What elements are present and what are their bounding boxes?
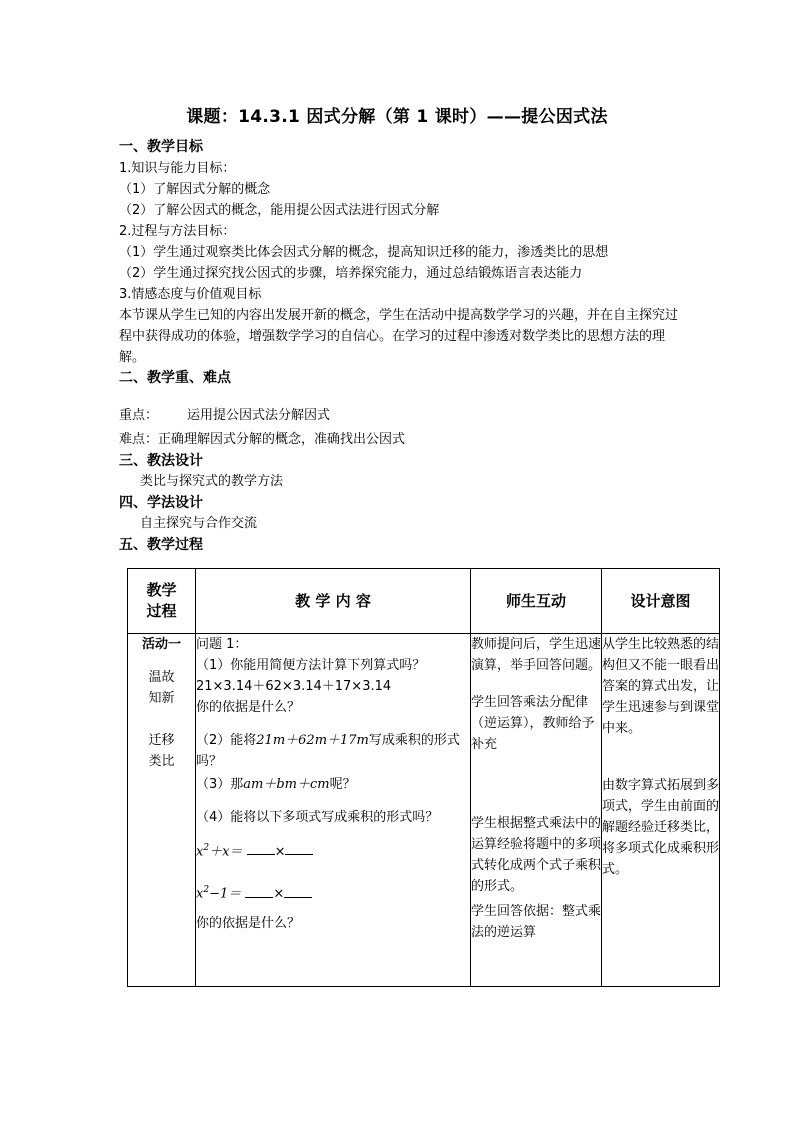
question-3	[196, 774, 470, 795]
question-2	[196, 730, 470, 772]
question-3-post: 呢？	[329, 777, 356, 792]
equation-1	[196, 838, 470, 862]
phase1-line2: 知新	[148, 691, 175, 706]
process-cell	[128, 634, 196, 987]
heading-teaching-method: 三、教法设计	[119, 453, 203, 469]
heading-teaching-process: 五、教学过程	[119, 537, 203, 553]
difficult-point: 难点：正确理解因式分解的概念，准确找出公因式	[119, 432, 406, 447]
goal-knowledge-2: （2）了解公因式的概念，能用提公因式法进行因式分解	[119, 203, 440, 218]
answer-blank[interactable]	[245, 885, 273, 898]
equation-2-rest: −1＝	[209, 886, 242, 902]
interaction-3: 学生根据整式乘法中的运算经验将题中的多项式转化成两个式子乘积的形式。	[471, 816, 602, 894]
page-title: 课题：14.3.1 因式分解（第 1 课时）——提公因式法	[186, 107, 608, 127]
goal-process-1: （1）学生通过观察类比体会因式分解的概念，提高知识迁移的能力，渗透类比的思想	[119, 245, 609, 260]
heading-teaching-goals: 一、教学目标	[119, 139, 203, 155]
key-point-text: 运用提公因式法分解因式	[187, 408, 331, 423]
heading-key-points: 二、教学重、难点	[119, 370, 231, 386]
answer-blank[interactable]	[284, 885, 312, 898]
design-intent-2: 由数字算式拓展到多项式，学生由前面的解题经验迁移类比，将多项式化成乘积形式。	[602, 778, 720, 877]
content-cell	[196, 634, 471, 987]
question-4: （4）能将以下多项式写成乘积的形式吗？	[196, 810, 439, 825]
table-header-row	[128, 569, 720, 634]
table-row	[128, 634, 720, 987]
design-intent-1: 从学生比较熟悉的结构但又不能一眼看出答案的算式出发，让学生迅速参与到课堂中来。	[602, 637, 720, 736]
interaction-2: 学生回答乘法分配律（逆运算），教师给予补充	[471, 695, 595, 752]
phase1-line1: 温故	[148, 670, 175, 685]
teaching-process-table	[127, 568, 720, 987]
interaction-4: 学生回答依据：整式乘法的逆运算	[471, 904, 602, 940]
header-process-line2: 过程	[146, 602, 177, 620]
equation-1-var: x	[196, 844, 204, 860]
question-1: （1）你能用简便方法计算下列算式吗？	[196, 658, 426, 673]
answer-blank[interactable]	[247, 842, 275, 855]
goal-attitude-label: 3.情感态度与价值观目标	[119, 287, 262, 302]
design-intent-cell	[602, 634, 720, 987]
question-2-pre: （2）能将	[196, 733, 257, 748]
equation-2	[196, 880, 470, 904]
learning-method-text: 自主探究与合作交流	[140, 516, 258, 531]
key-point-label: 重点：	[119, 408, 159, 423]
question-2-expression: 21m＋62m＋17m	[256, 733, 369, 748]
question-1-expression: 21×3.14＋62×3.14＋17×3.14	[196, 679, 392, 694]
goal-process-2: （2）学生通过探究找公因式的步骤，培养探究能力，通过总结锻炼语言表达能力	[119, 266, 583, 281]
header-design-intent: 设计意图	[602, 569, 720, 634]
goal-knowledge-1: （1）了解因式分解的概念	[119, 182, 271, 197]
question-3-pre: （3）那	[196, 777, 244, 792]
times-sign: ×	[273, 886, 285, 902]
answer-blank[interactable]	[285, 842, 313, 855]
phase2-line2: 类比	[148, 754, 175, 769]
header-process-line1: 教学	[146, 581, 177, 599]
heading-learning-method: 四、学法设计	[119, 495, 203, 511]
header-interaction: 师生互动	[471, 569, 602, 634]
question-3-expression: am＋bm＋cm	[243, 777, 330, 792]
goal-process-label: 2.过程与方法目标：	[119, 224, 236, 239]
teaching-method-text: 类比与探究式的教学方法	[140, 474, 284, 489]
goal-knowledge-label: 1.知识与能力目标：	[119, 161, 236, 176]
header-content: 教 学 内 容	[196, 569, 471, 634]
question-1-basis: 你的依据是什么？	[196, 700, 301, 715]
equation-1-exponent: 2	[203, 843, 210, 853]
question-2-post: 写成乘积的形式吗？	[196, 733, 460, 769]
goal-attitude-paragraph: 本节课从学生已知的内容出发展开新的概念，学生在活动中提高数学学习的兴趣，并在自主探究过程中获得成功的体验，增强数学学习的自信心。在学习的过程中渗透对数学类比的思想方法的理解。	[119, 308, 679, 365]
interaction-cell	[471, 634, 602, 987]
equation-2-var: x	[196, 886, 204, 902]
question-title: 问题 1：	[196, 637, 248, 652]
equation-1-rest: ＋x＝	[209, 844, 243, 860]
phase2-line1: 迁移	[148, 733, 175, 748]
question-basis-2: 你的依据是什么？	[196, 915, 301, 931]
equation-2-exponent: 2	[203, 885, 210, 896]
times-sign: ×	[274, 844, 286, 860]
activity-label: 活动一	[141, 637, 181, 652]
header-process	[128, 569, 196, 634]
interaction-1: 教师提问后，学生迅速演算，举手回答问题。	[471, 637, 602, 673]
